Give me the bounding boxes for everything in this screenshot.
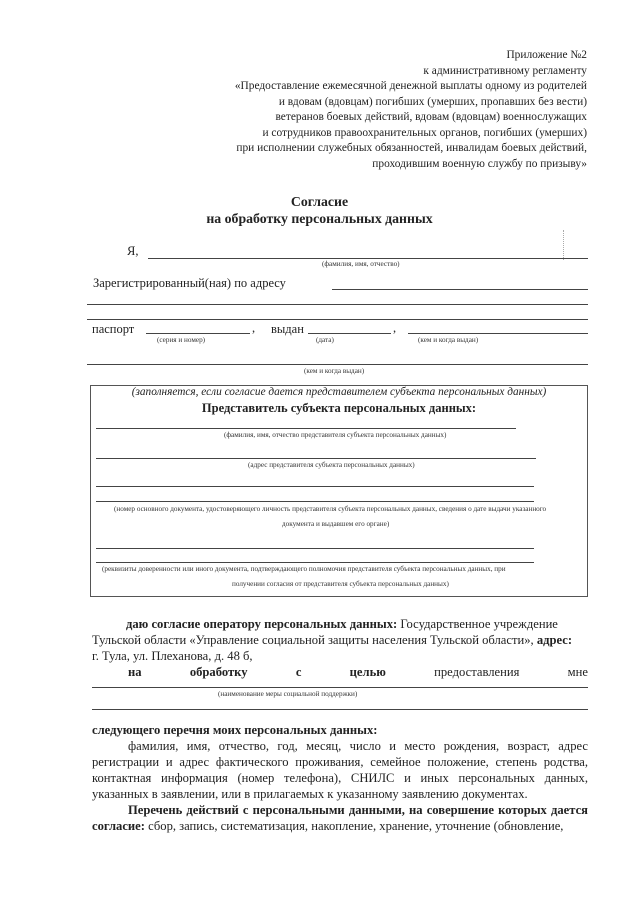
issued-by-field-2[interactable] (87, 364, 588, 365)
appendix-line: и вдовам (вдовцам) погибших (умерших, пропавших без вести) (278, 95, 587, 108)
fio-caption: (фамилия, имя, отчество) (322, 260, 400, 268)
give-consent-text: даю согласие оператору персональных данных: (126, 617, 398, 631)
registered-address-label: Зарегистрированный(ная) по адресу (93, 276, 286, 290)
address-label: адрес: (533, 633, 573, 647)
representative-heading: Представитель субъекта персональных данных: (201, 401, 477, 415)
purpose-line (128, 664, 588, 681)
issued-label: выдан (271, 322, 304, 336)
fio-field[interactable] (148, 258, 588, 259)
representative-document-caption-2: документа и выдавшем его органе) (282, 520, 390, 528)
appendix-line: проходившим военную службу по призыву» (372, 157, 587, 170)
representative-address-caption: (адрес представителя субъекта персональных данных) (248, 461, 415, 469)
purpose-word: целью (349, 665, 386, 679)
purpose-word: обработку (189, 665, 248, 679)
operator-text: Государственное учреждение (397, 617, 558, 631)
representative-note: (заполняется, если согласие дается представителем субъекта персональных данных) (131, 386, 547, 398)
i-label: Я, (127, 244, 139, 258)
representative-address-field[interactable] (96, 458, 536, 459)
purpose-word: на (128, 665, 142, 679)
series-caption: (серия и номер) (157, 336, 206, 344)
margin-mark (563, 230, 564, 260)
consent-line-1 (92, 616, 588, 633)
appendix-line: при исполнении служебных обязанностей, инвалидам боевых действий, (236, 142, 587, 154)
representative-authority-field-2[interactable] (96, 562, 534, 563)
social-measure-field-2[interactable] (92, 709, 588, 710)
comma-2: , (393, 321, 397, 335)
purpose-word: мне (567, 665, 588, 679)
list-line: регистрации и адрес фактического проживания, семейное положение, степень родства, (92, 755, 588, 769)
list-heading: следующего перечня моих персональных данных: (92, 723, 378, 737)
actions-heading: Перечень действий с персональными данными, на совершение которых дается (128, 803, 588, 817)
representative-document-field-2[interactable] (96, 501, 534, 502)
social-measure-field[interactable] (92, 687, 588, 688)
representative-document-caption: (номер основного документа, удостоверяющего личность представителя субъекта персональных данных, сведения о дате выдачи указанного (114, 505, 547, 513)
actions-line (92, 818, 588, 835)
representative-fio-caption: (фамилия, имя, отчество представителя субъекта персональных данных) (224, 431, 447, 439)
list-line: контактная информация (номер телефона), СНИЛС и иных персональных данных, (92, 771, 588, 785)
registered-address-field-2[interactable] (87, 304, 588, 305)
representative-document-field[interactable] (96, 486, 534, 487)
document-title: Согласие (290, 194, 349, 209)
appendix-line: «Предоставление ежемесячной денежной выплаты одному из родителей (234, 80, 587, 92)
comma: , (252, 321, 256, 335)
representative-fio-field[interactable] (96, 428, 516, 429)
passport-series-field[interactable] (146, 333, 250, 334)
actions-text: сбор, запись, систематизация, накопление, хранение, уточнение (обновление, (144, 819, 564, 833)
appendix-line: и сотрудников правоохранительных органов, погибших (умерших) (262, 126, 587, 139)
representative-authority-field[interactable] (96, 548, 534, 549)
representative-authority-caption: (реквизиты доверенности или иного документа, подтверждающего полномочия представителя субъекта персональных данных, при (102, 565, 506, 573)
measure-caption: (наименование меры социальной поддержки) (218, 690, 358, 698)
appendix-line: к административному регламенту (423, 64, 587, 77)
operator-address: г. Тула, ул. Плеханова, д. 48 б, (92, 649, 253, 663)
issued-by-field[interactable] (408, 333, 588, 334)
date-caption: (дата) (316, 336, 334, 344)
issued-by-caption-2: (кем и когда выдан) (304, 367, 365, 375)
issued-by-caption: (кем и когда выдан) (418, 336, 479, 344)
list-line: указанных в заявлении, или в прилагаемых к указанному заявлению документах. (92, 787, 528, 801)
registered-address-field[interactable] (332, 289, 588, 290)
representative-authority-caption-2: получении согласия от представителя субъекта персональных данных) (232, 580, 449, 588)
purpose-word: с (295, 665, 302, 679)
consent-line-2 (92, 632, 572, 649)
operator-name: Тульской области «Управление социальной защиты населения Тульской области», (92, 633, 534, 647)
actions-consent-label: согласие: (92, 819, 145, 833)
appendix-line: ветеранов боевых действий, вдовам (вдовцам) военнослужащих (275, 111, 587, 123)
document-subtitle: на обработку персональных данных (206, 211, 433, 226)
registered-address-field-3[interactable] (87, 319, 588, 320)
passport-label: паспорт (92, 322, 135, 336)
issue-date-field[interactable] (308, 333, 391, 334)
list-line: фамилия, имя, отчество, год, месяц, число и место рождения, возраст, адрес (128, 739, 588, 753)
purpose-word: предоставления (434, 665, 520, 679)
appendix-header (207, 48, 587, 172)
appendix-line: Приложение №2 (506, 49, 587, 61)
